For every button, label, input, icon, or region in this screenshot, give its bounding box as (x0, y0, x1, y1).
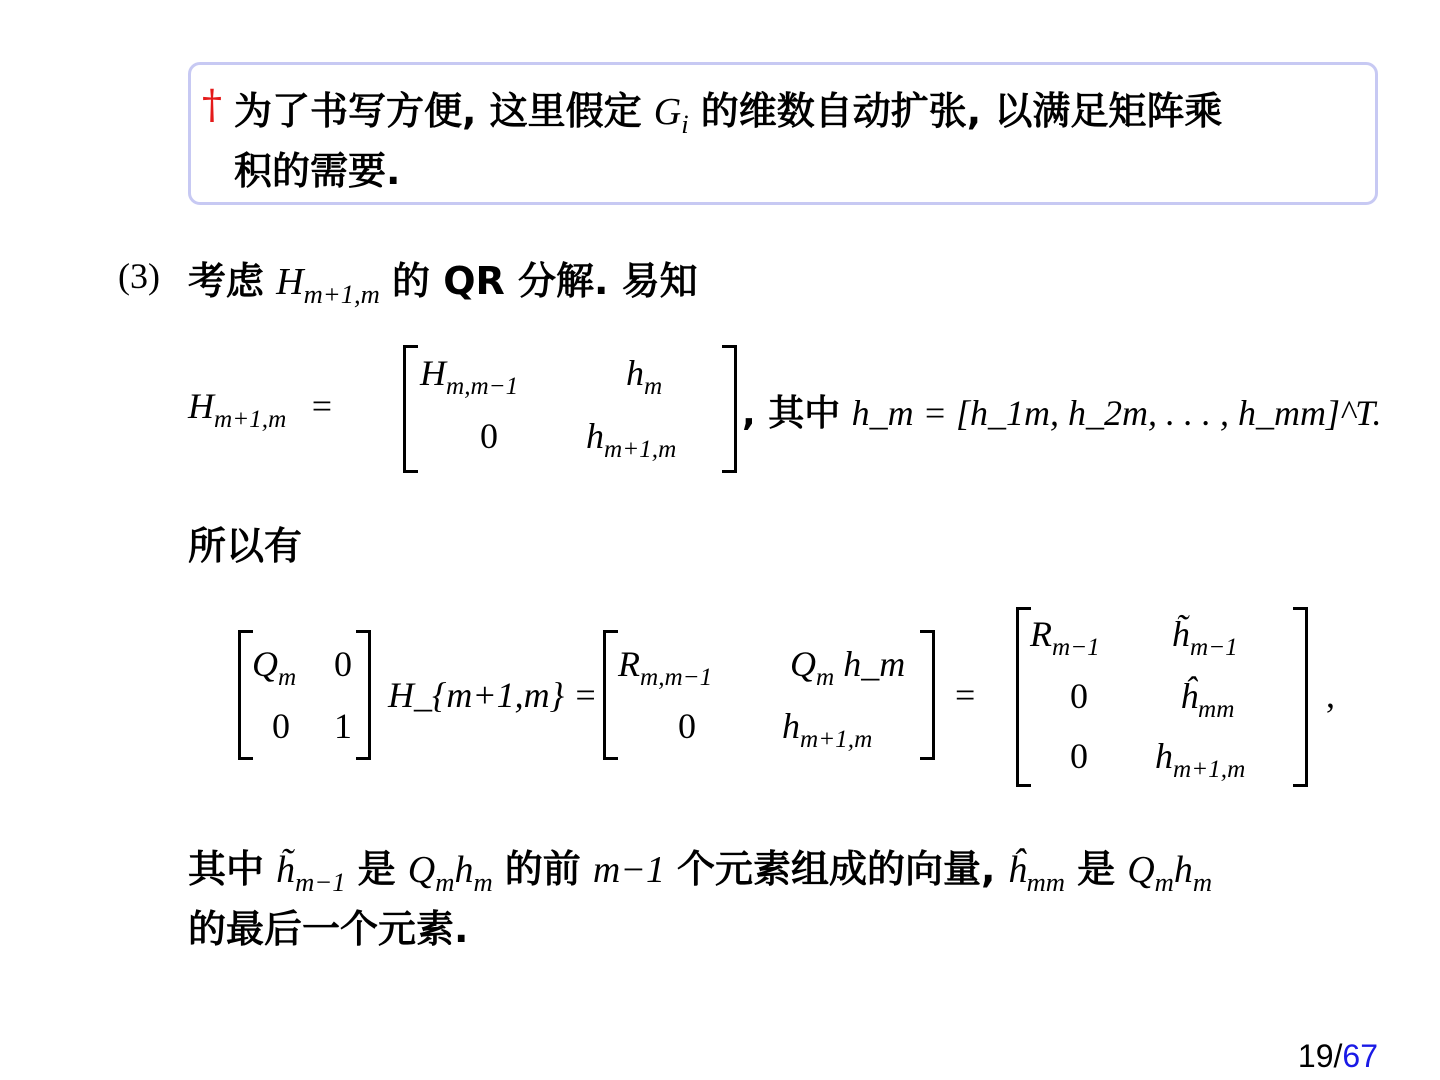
eq2-s-cell: $h_{m+1,m}$ (1155, 736, 1246, 783)
para-formula: $Q_mh_m$ (407, 849, 493, 898)
eq2-mid: H_{m+1,m} = (388, 675, 598, 715)
eq1-lhs-sub: m+1,m (214, 405, 287, 433)
eq1-equals: = (311, 386, 333, 426)
eq2-r-right-bracket (920, 630, 935, 760)
para-text: 的前 (504, 847, 581, 891)
eq1-lhs (188, 385, 333, 433)
eq2-r-left-bracket (603, 630, 618, 760)
eq1-left-bracket (403, 345, 418, 473)
item-var-sub: m+1,m (303, 279, 380, 310)
eq2-s-cell: 0 (1070, 736, 1088, 776)
eq2-s-cell: $R_{m-1}$ (1030, 614, 1100, 661)
eq1-cell: $h_m$ (626, 353, 663, 400)
so-text: 所以有 (188, 524, 303, 568)
eq1-right-bracket (722, 345, 737, 473)
footnote-line-2: 积的需要. (234, 149, 401, 193)
item-text-b: 的 QR 分解. 易知 (391, 259, 698, 303)
footnote-line-1 (234, 80, 1223, 140)
item-text-a: 考虑 (188, 259, 265, 303)
para-formula: $h̃_{m-1}$ (276, 849, 346, 898)
eq2-comma: , (1326, 675, 1335, 715)
eq1-tail-formula: h_m = [h_1m, h_2m, . . . , h_mm]^T. (851, 393, 1382, 433)
footnote-text-a: 为了书写方便, 这里假定 (234, 89, 642, 133)
para-line-1 (188, 838, 1213, 898)
eq1-lhs-var: H (188, 386, 214, 426)
para-formula: m−1 (592, 849, 665, 891)
para-text: 个元素组成的向量, (677, 847, 996, 891)
eq1-tail (742, 385, 1382, 436)
eq2-s-left-bracket (1016, 607, 1031, 787)
eq1-cell: $h_{m+1,m}$ (586, 416, 677, 463)
footnote-marker: † (202, 82, 222, 128)
eq2-r-cell: $Q_m$ h_m (790, 644, 906, 691)
para-text: 其中 (188, 847, 265, 891)
para-text: 是 (1077, 847, 1116, 891)
eq2-q-cell: 0 (334, 644, 352, 684)
item-var: H (276, 261, 304, 303)
eq2-q-right-bracket (356, 630, 371, 760)
footnote-var-sub: i (681, 109, 689, 140)
eq2-s-right-bracket (1293, 607, 1308, 787)
eq2-q-cell: $Q_m$ (252, 644, 297, 691)
eq2-s-cell: $h̃_{m-1}$ (1172, 614, 1238, 661)
eq2-s-cell: 0 (1070, 676, 1088, 716)
eq2-r-cell: $h_{m+1,m}$ (782, 706, 873, 753)
page-indicator (1298, 1038, 1378, 1075)
para-formula: $ĥ_{mm}$ (1007, 849, 1065, 898)
eq1-cell: $H_{m,m-1}$ (420, 353, 519, 400)
eq2-q-cell: 1 (334, 706, 352, 746)
para-formula: $Q_mh_m$ (1127, 849, 1213, 898)
para-line-2: 的最后一个元素. (188, 907, 469, 951)
eq2-equals: = (955, 675, 976, 715)
eq2-s-cell: $ĥ_{mm}$ (1180, 676, 1235, 723)
eq2-r-cell: $R_{m,m-1}$ (618, 644, 713, 691)
footnote-var: G (653, 91, 682, 133)
para-text: 是 (357, 847, 396, 891)
eq1-tail-text: , 其中 (742, 393, 841, 434)
page-current: 19/ (1297, 1038, 1343, 1074)
eq2-r-cell: 0 (678, 706, 696, 746)
item-number: (3) (118, 256, 160, 296)
eq1-cell: 0 (480, 416, 498, 456)
item-text (188, 250, 698, 310)
page-total[interactable]: 67 (1342, 1038, 1378, 1074)
eq2-q-cell: 0 (272, 706, 290, 746)
eq2-q-left-bracket (238, 630, 253, 760)
footnote-text-b: 的维数自动扩张, 以满足矩阵乘 (700, 89, 1223, 133)
